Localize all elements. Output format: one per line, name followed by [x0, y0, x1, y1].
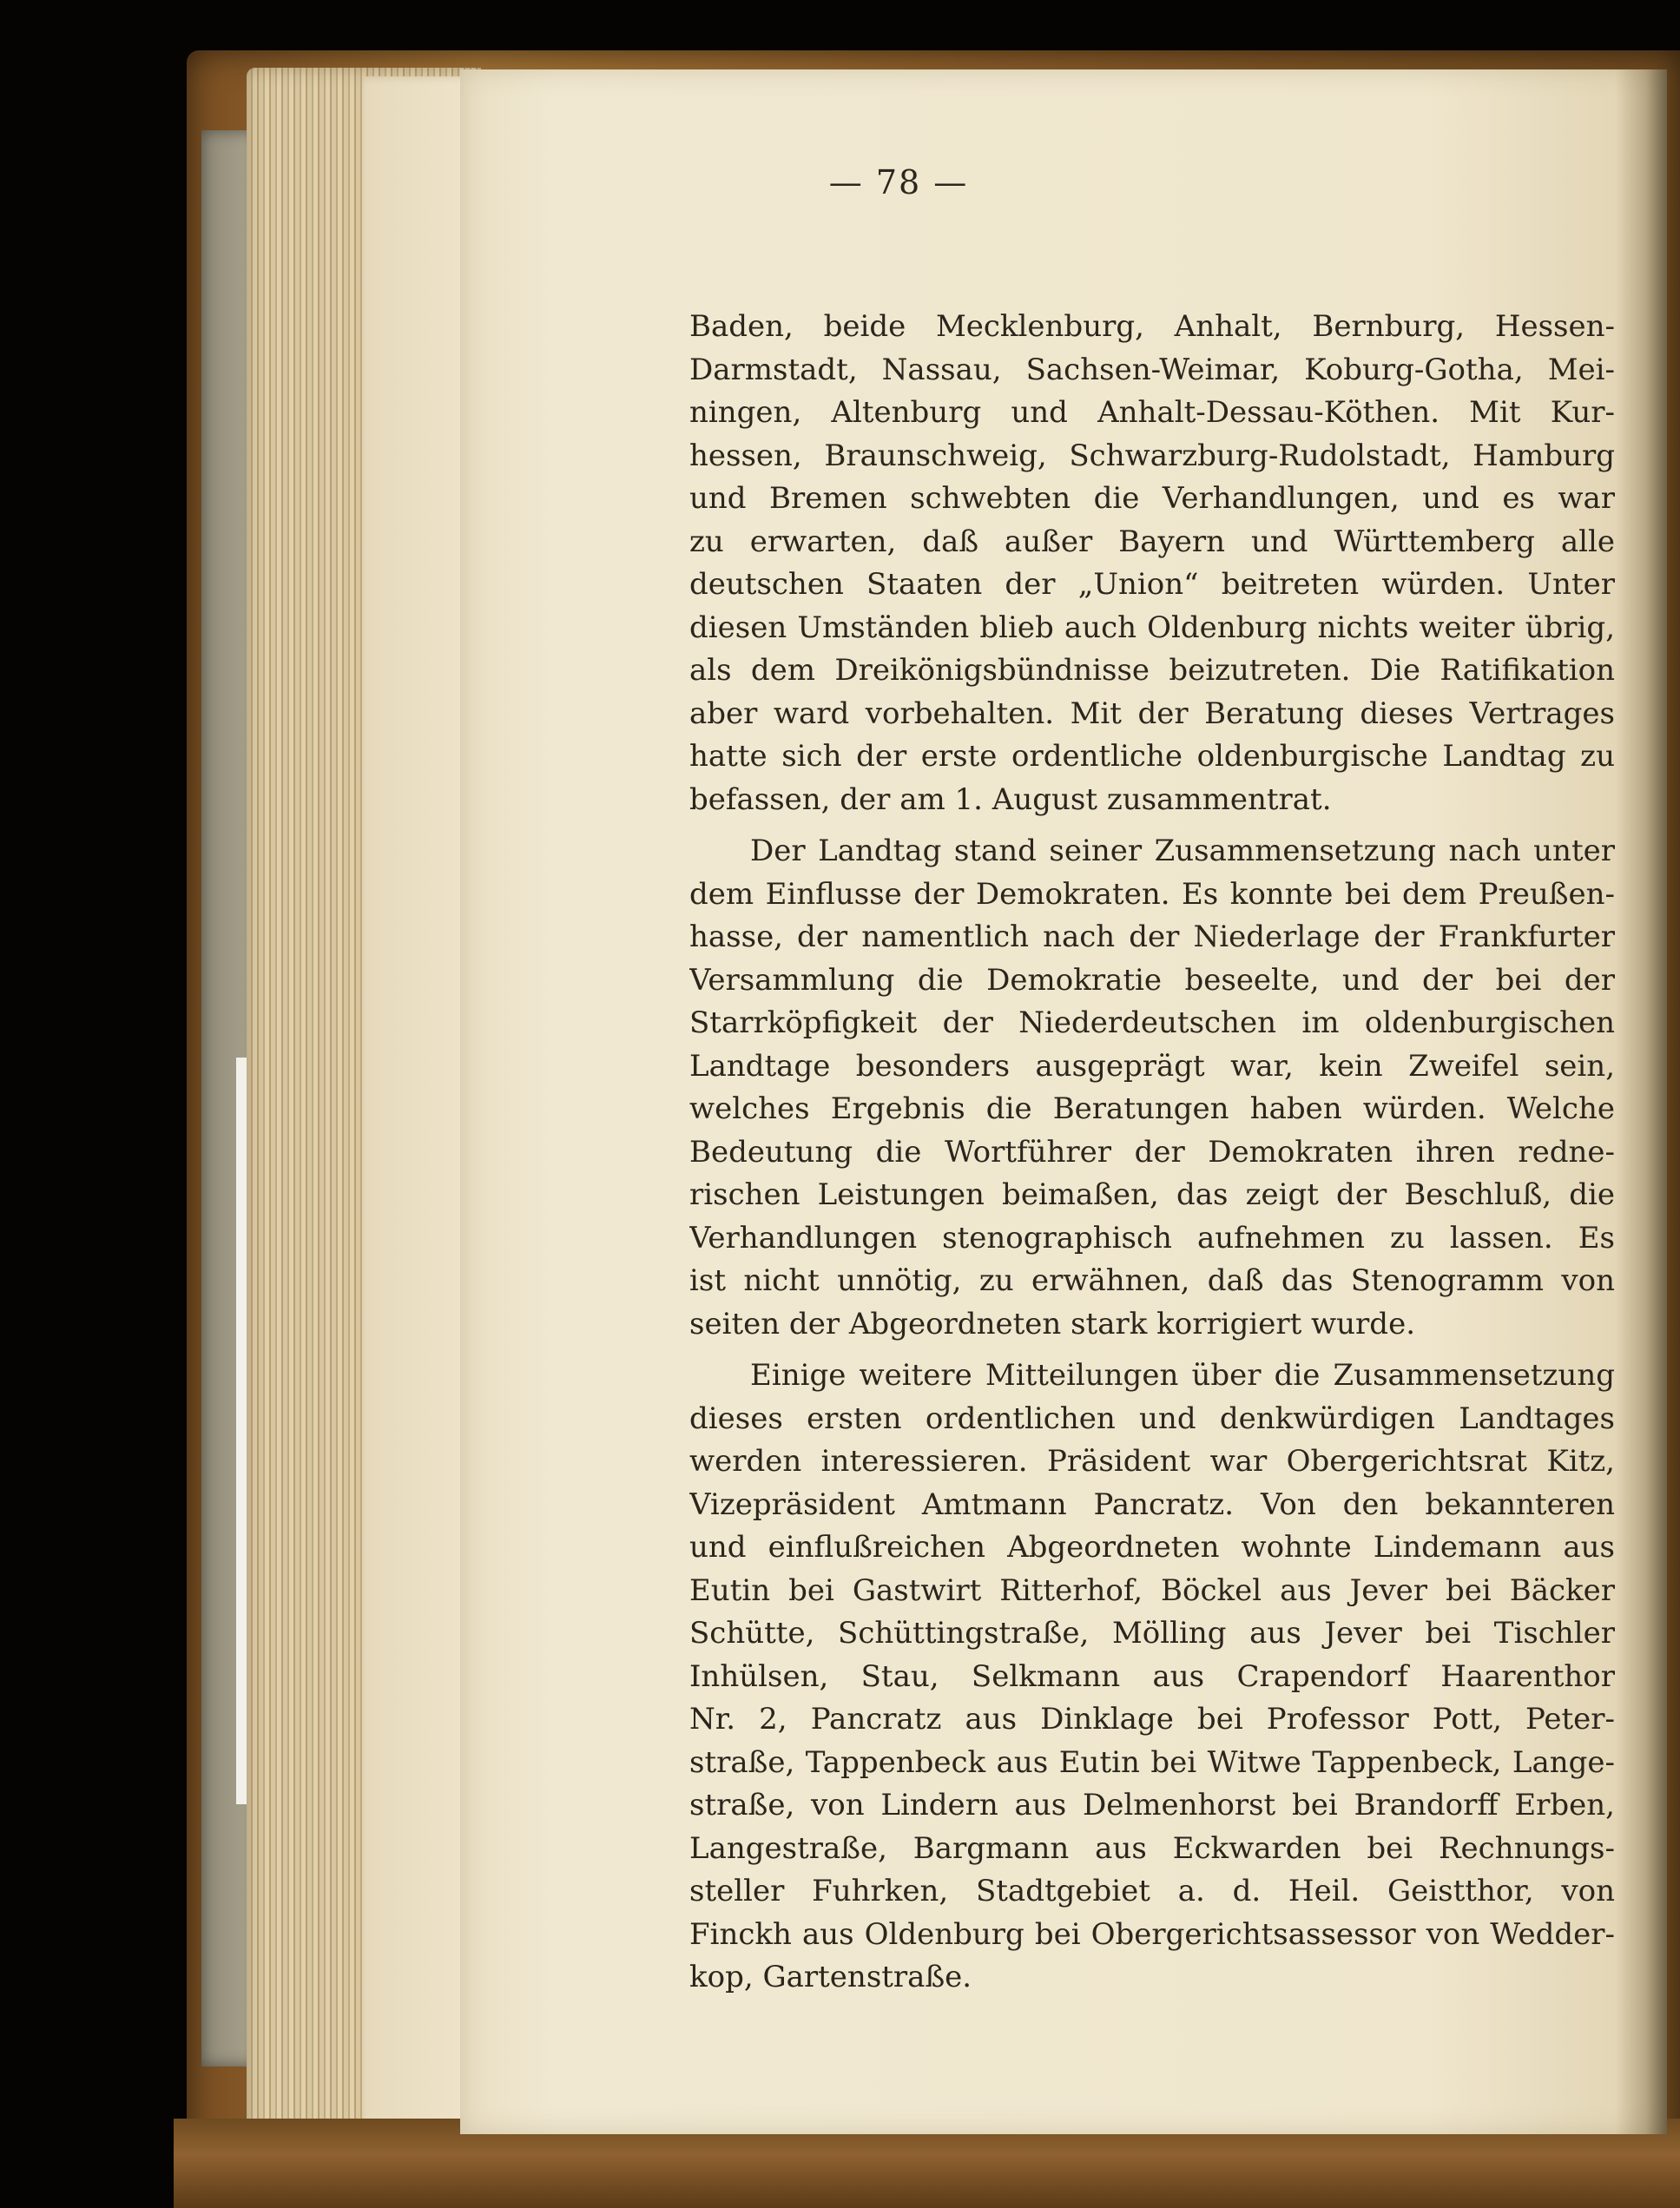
previous-leaf — [363, 76, 476, 2134]
text-line: dieses ersten ordentlichen und denkwürdigen Landtages — [689, 1401, 1615, 1436]
page-number-text: — 78 — — [828, 163, 969, 201]
text-line: als dem Dreikönigsbündnisse beizutreten. Die Ratifikation — [689, 653, 1615, 688]
text-line: hatte sich der erste ordentliche oldenburgische Landtag zu — [689, 739, 1615, 774]
text-line: Eutin bei Gastwirt Ritterhof, Böckel aus Jever bei Bäcker — [689, 1572, 1615, 1608]
paragraph-2 — [689, 830, 1615, 1346]
paragraph-gap — [689, 1346, 1615, 1354]
text-line: Langestraße, Bargmann aus Eckwarden bei Rechnungs- — [689, 1830, 1615, 1866]
text-line: Landtage besonders ausgeprägt war, kein Zweifel sein, — [689, 1048, 1615, 1084]
text-line: ist nicht unnötig, zu erwähnen, daß das Stenogramm von — [689, 1263, 1615, 1298]
text-line: zu erwarten, daß außer Bayern und Württemberg alle — [689, 524, 1615, 559]
text-line: hessen, Braunschweig, Schwarzburg-Rudolstadt, Hamburg — [689, 438, 1615, 473]
page-number — [460, 163, 1667, 201]
text-line: Versammlung die Demokratie beseelte, und der bei der — [689, 962, 1615, 998]
text-line: Finckh aus Oldenburg bei Obergerichtsassessor von Wedder- — [689, 1916, 1615, 1952]
text-line: hasse, der namentlich nach der Niederlage der Frankfurter — [689, 919, 1615, 954]
text-line: und einflußreichen Abgeordneten wohnte Lindemann aus — [689, 1530, 1615, 1565]
body-text — [689, 306, 1615, 2000]
text-line: steller Fuhrken, Stadtgebiet a. d. Heil. Geistthor, von — [689, 1874, 1615, 1908]
paragraph-gap — [689, 821, 1615, 830]
text-line: Schütte, Schüttingstraße, Mölling aus Jever bei Tischler — [689, 1616, 1615, 1651]
text-line: dem Einflusse der Demokraten. Es konnte bei dem Preußen- — [689, 876, 1615, 912]
text-line: kop, Gartenstraße. — [689, 1960, 972, 1994]
text-line: straße, von Lindern aus Delmenhorst bei Brandorff Erben, — [689, 1788, 1615, 1822]
text-line: und Bremen schwebten die Verhandlungen, und es war — [689, 481, 1615, 516]
text-line: ningen, Altenburg und Anhalt-Dessau-Köthen. Mit Kur- — [689, 395, 1615, 430]
text-line: Einige weitere Mitteilungen über die Zusammensetzung — [750, 1358, 1615, 1393]
text-line: Starrköpfigkeit der Niederdeutschen im oldenburgischen — [689, 1005, 1615, 1040]
text-line: Bedeutung die Wortführer der Demokraten ihren redne- — [689, 1134, 1615, 1170]
text-line: Inhülsen, Stau, Selkmann aus Crapendorf Haarenthor — [689, 1658, 1615, 1694]
text-line: Baden, beide Mecklenburg, Anhalt, Bernburg, Hessen- — [689, 309, 1615, 344]
text-line: werden interessieren. Präsident war Obergerichtsrat Kitz, — [689, 1444, 1615, 1479]
paragraph-1 — [689, 306, 1615, 821]
text-line: seiten der Abgeordneten stark korrigiert wurde. — [689, 1306, 1416, 1341]
text-line: straße, Tappenbeck aus Eutin bei Witwe Tappenbeck, Lange- — [689, 1744, 1615, 1780]
text-line: Verhandlungen stenographisch aufnehmen zu lassen. Es — [689, 1220, 1615, 1256]
text-line: rischen Leistungen beimaßen, das zeigt der Beschluß, die — [689, 1177, 1615, 1212]
text-line: Nr. 2, Pancratz aus Dinklage bei Professor Pott, Peter- — [689, 1702, 1615, 1737]
printed-page — [460, 69, 1667, 2134]
paragraph-3 — [689, 1354, 1615, 2000]
text-line: welches Ergebnis die Beratungen haben würden. Welche — [689, 1091, 1615, 1126]
text-line: Vizepräsident Amtmann Pancratz. Von den bekannteren — [689, 1486, 1615, 1522]
text-line: Darmstadt, Nassau, Sachsen-Weimar, Koburg-Gotha, Mei- — [689, 352, 1615, 387]
text-line: deutschen Staaten der „Union“ beitreten würden. Unter — [689, 567, 1615, 602]
text-line: diesen Umständen blieb auch Oldenburg nichts weiter übrig, — [689, 610, 1615, 645]
text-line: Der Landtag stand seiner Zusammensetzung nach unter — [750, 834, 1615, 868]
text-line: befassen, der am 1. August zusammentrat. — [689, 781, 1332, 817]
text-line: aber ward vorbehalten. Mit der Beratung dieses Vertrages — [689, 695, 1615, 731]
gutter-shadow — [1615, 69, 1667, 2134]
